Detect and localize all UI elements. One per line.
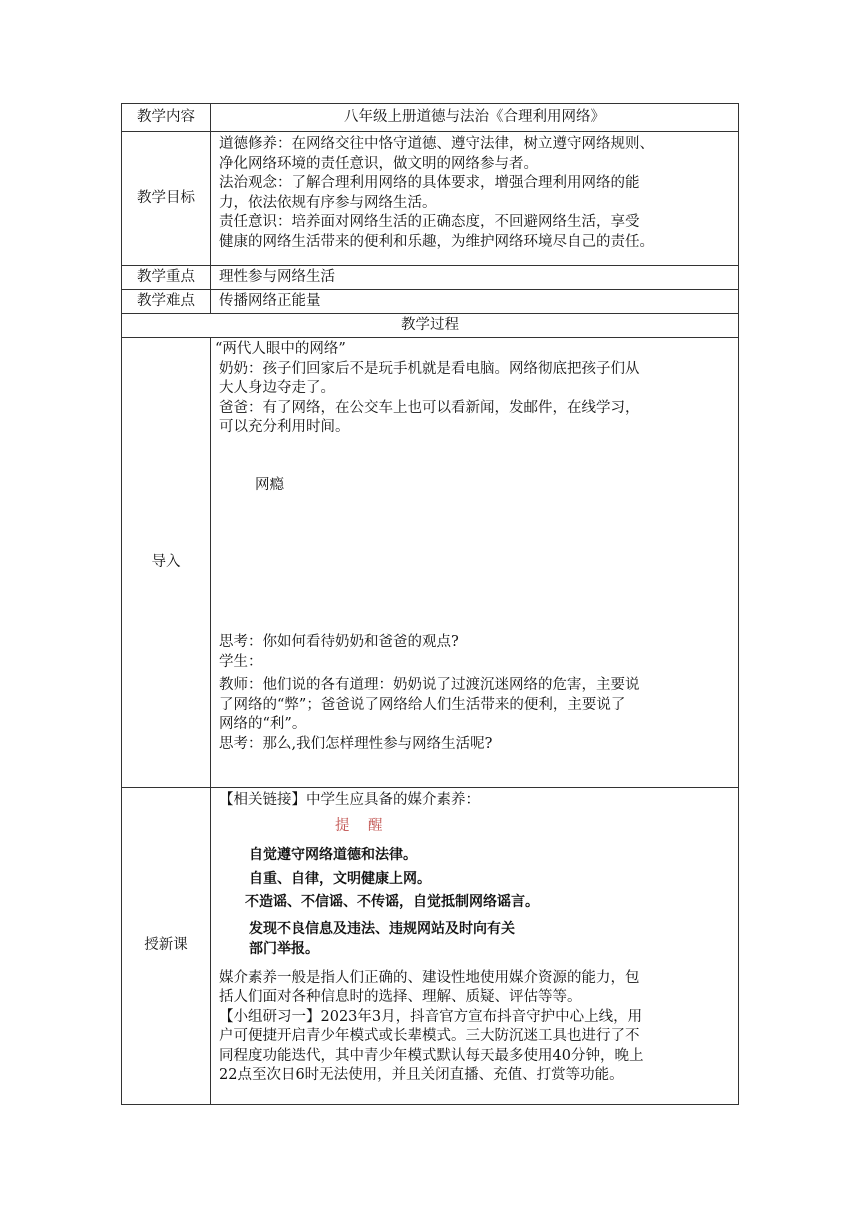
- intro-line: “两代人眼中的网络”: [215, 341, 346, 357]
- intro-line: 学生：: [219, 653, 263, 670]
- row-new-lesson: [122, 788, 739, 1105]
- value-new-lesson: [211, 788, 739, 1105]
- tip-item: 自重、自律，文明健康上网。: [249, 870, 431, 887]
- label-difficulty: 教学难点: [122, 290, 211, 314]
- value-difficulty: 传播网络正能量: [211, 290, 739, 314]
- lesson-line: 媒介素养一般是指人们正确的、建设性地使用媒介资源的能力，包: [219, 969, 640, 986]
- value-teaching-goals: [211, 132, 739, 266]
- intro-line: 奶奶：孩子们回家后不是玩手机就是看电脑。网络彻底把孩子们从: [219, 360, 640, 377]
- process-title: 教学过程: [122, 314, 739, 338]
- related-link-line: 【相关链接】中学生应具备的媒介素养：: [219, 792, 480, 808]
- intro-line: 了网络的“弊”；爸爸说了网络给人们生活带来的便利，主要说了: [219, 696, 626, 713]
- row-intro: [122, 338, 739, 788]
- label-key-point: 教学重点: [122, 266, 211, 290]
- row-teaching-content: [122, 104, 739, 132]
- value-key-point: 理性参与网络生活: [211, 266, 739, 290]
- label-teaching-goals: 教学目标: [122, 132, 211, 266]
- remind-title: 提 醒: [335, 817, 385, 834]
- tip-item: 不造谣、不信谣、不传谣，自觉抵制网络谣言。: [245, 894, 539, 910]
- row-process-title: [122, 314, 739, 338]
- goal-line: 净化网络环境的责任意识，做文明的网络参与者。: [219, 155, 538, 172]
- tips-list: [219, 844, 732, 959]
- intro-line: 网络的“利”。: [219, 716, 307, 732]
- lesson-plan-table: [121, 103, 739, 1105]
- intro-line: 教师：他们说的各有道理：奶奶说了过渡沉迷网络的危害，主要说: [219, 677, 640, 693]
- intro-line: 大人身边夺走了。: [219, 380, 335, 396]
- intro-line: 爸爸：有了网络，在公交车上也可以看新闻，发邮件，在线学习，: [219, 399, 640, 416]
- lesson-line: 户可便捷开启青少年模式或长辈模式。三大防沉迷工具也进行了不: [219, 1028, 640, 1044]
- goal-line: 力，依法依规有序参与网络生活。: [219, 194, 437, 211]
- tip-item: 部门举报。: [249, 940, 319, 957]
- intro-line: 可以充分利用时间。: [219, 419, 350, 435]
- row-difficulty: [122, 290, 739, 314]
- lesson-line: 【小组研习一】2023年3月，抖音官方宣布抖音守护中心上线，用: [219, 1008, 643, 1025]
- tip-item: 自觉遵守网络道德和法律。: [249, 847, 417, 863]
- goal-line: 责任意识：培养面对网络生活的正确态度，不回避网络生活，享受: [219, 214, 640, 230]
- lesson-line: 22点至次日6时无法使用，并且关闭直播、充值、打赏等功能。: [219, 1067, 624, 1083]
- row-teaching-goals: [122, 132, 739, 266]
- lesson-line: 括人们面对各种信息时的选择、理解、质疑、评估等等。: [219, 989, 582, 1005]
- row-key-point: [122, 266, 739, 290]
- label-intro: 导入: [122, 338, 211, 788]
- tip-item: 发现不良信息及违法、违规网站及时向有关: [249, 920, 515, 937]
- goal-line: 法治观念：了解合理利用网络的具体要求，增强合理利用网络的能: [219, 175, 640, 191]
- value-teaching-content: 八年级上册道德与法治《合理利用网络》: [211, 104, 739, 132]
- intro-line: 思考：那么,我们怎样理性参与网络生活呢?: [219, 735, 493, 752]
- goal-line: 健康的网络生活带来的便利和乐趣，为维护网络环境尽自己的责任。: [219, 233, 654, 250]
- label-new-lesson: 授新课: [122, 788, 211, 1105]
- value-intro: [211, 338, 739, 788]
- goal-line: 道德修养：在网络交往中恪守道德、遵守法律，树立遵守网络规则、: [219, 136, 654, 152]
- lesson-line: 同程度功能迭代，其中青少年模式默认每天最多使用40分钟，晚上: [219, 1047, 644, 1064]
- intro-line: 思考：你如何看待奶奶和爸爸的观点?: [219, 634, 459, 650]
- label-teaching-content: 教学内容: [122, 104, 211, 132]
- floating-label: 网瘾: [255, 476, 284, 493]
- remind-block: [219, 817, 732, 837]
